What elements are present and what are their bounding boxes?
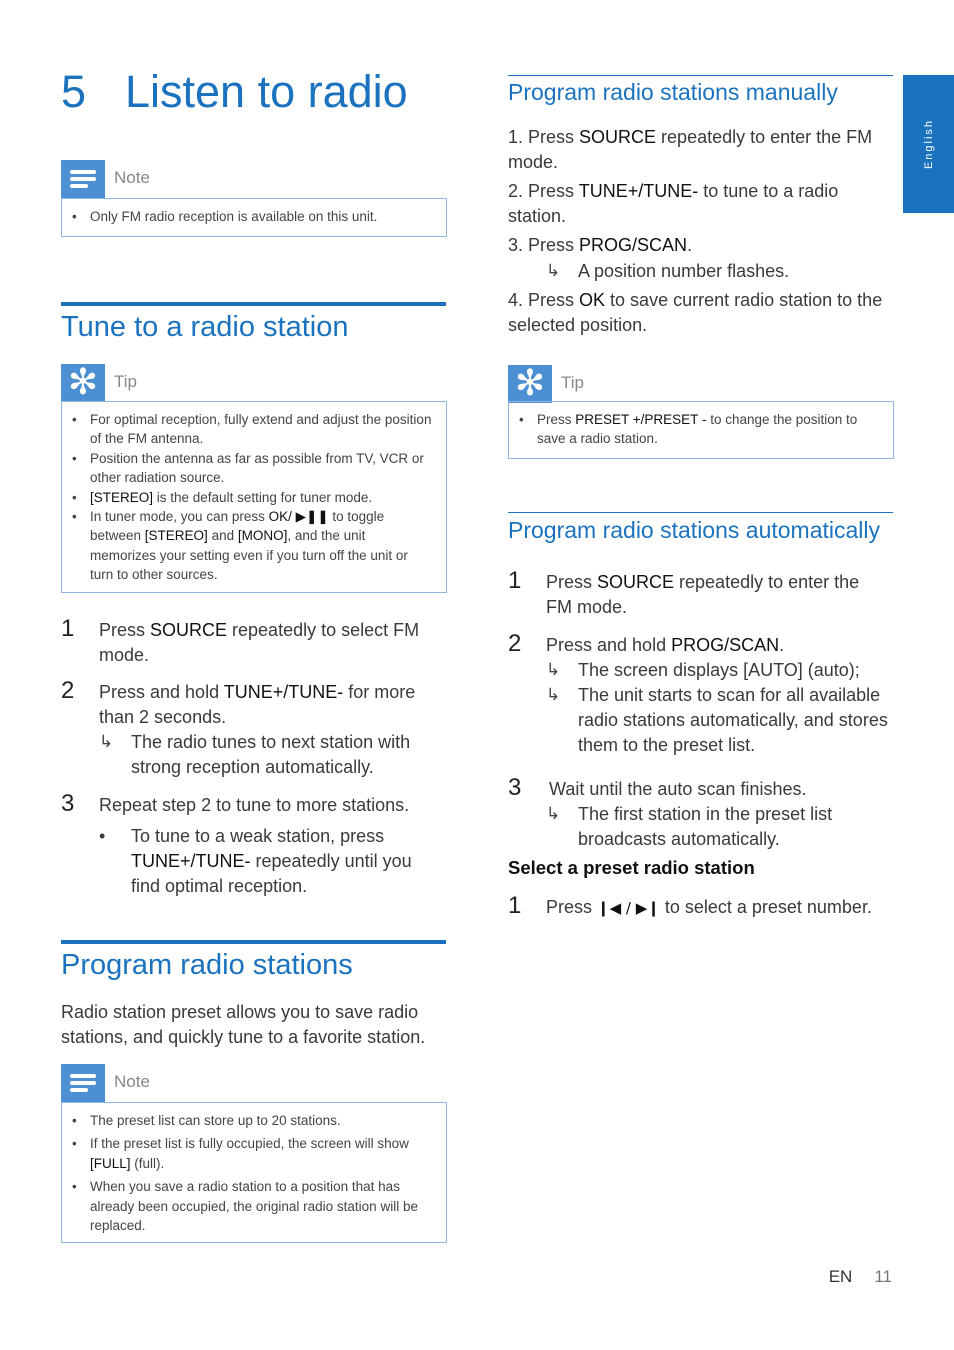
page-number: 11 [874,1267,892,1286]
tip-item: • For optimal reception, fully extend and adjust the position of the FM antenna. [72,410,432,449]
tip-item: • [STEREO] is the default setting for tuner mode. [72,488,432,507]
tip-header [508,365,893,403]
step-result: ↳ The radio tunes to next station with strong reception automatically. [99,730,444,780]
section-rule [61,940,446,944]
note-label: Note [114,168,150,187]
step-result: ↳ A position number flashes. [546,259,893,284]
tip-box [61,401,447,593]
page-footer [829,1267,892,1287]
note-box [61,1102,447,1243]
step-result: ↳ The screen displays [AUTO] (auto); [546,658,891,683]
note-box [61,198,447,237]
subheading-select-preset: Select a preset radio station [508,857,755,878]
tip-icon: ✻ [508,365,552,403]
section-title-tune: Tune to a radio station [61,311,349,343]
section-rule [508,512,893,513]
program-intro: Radio station preset allows you to save radio stations, and quickly tune to a favorite station. [61,1002,426,1047]
tip-box [508,401,894,459]
note-label: Note [114,1072,150,1091]
section-rule [508,75,893,76]
note-item: • When you save a radio station to a position that has already been occupied, the original radio station will be replaced. [72,1177,432,1235]
note-icon [61,160,105,198]
step-result: ↳ The first station in the preset list broadcasts automatically. [546,802,891,852]
manual-step-1: 1. Press SOURCE repeatedly to enter the FM mode. [508,127,873,172]
manual-step-3: 3. Press PROG/SCAN. ↳ A position number flashes. [508,233,893,283]
tip-icon: ✻ [61,364,105,402]
section-title-manual: Program radio stations manually [508,79,838,105]
section-rule [61,302,446,306]
note-header [61,1064,446,1102]
manual-step-4: 4. Press OK to save current radio station to the selected position. [508,290,883,335]
section-title-program: Program radio stations [61,949,353,981]
chapter-title [61,66,408,118]
manual-step-2: 2. Press TUNE+/TUNE- to tune to a radio station. [508,181,839,226]
language-tab-label: English [922,118,935,170]
note-header [61,160,446,198]
note-item: • If the preset list is fully occupied, the screen will show [FULL] (full). [72,1134,432,1173]
chapter-title-text: Listen to radio [125,66,408,117]
step-bullet: • To tune to a weak station, press TUNE+/TUNE- repeatedly until you find optimal reception. [99,824,444,899]
tip-item: • Position the antenna as far as possible from TV, VCR or other radiation source. [72,449,432,488]
footer-lang: EN [828,1267,853,1286]
language-tab [903,75,954,213]
note-item: • Only FM radio reception is available on this unit. [72,207,432,226]
note-icon [61,1064,105,1102]
tip-item: • Press PRESET +/PRESET - to change the position to save a radio station. [519,410,879,449]
note-item: • The preset list can store up to 20 stations. [72,1111,432,1130]
step-result: ↳ The unit starts to scan for all available radio stations automatically, and stores them to the preset list. [546,683,891,758]
tip-item: • In tuner mode, you can press OK/ ▶❚❚ to toggle between [STEREO] and [MONO], and the unit memorizes your setting even if you turn off the unit or turn to other sources. [72,507,432,585]
tip-header [61,364,446,402]
section-title-auto: Program radio stations automatically [508,517,880,543]
chapter-number: 5 [61,66,87,117]
tip-label: Tip [114,372,137,391]
tip-label: Tip [561,373,584,392]
